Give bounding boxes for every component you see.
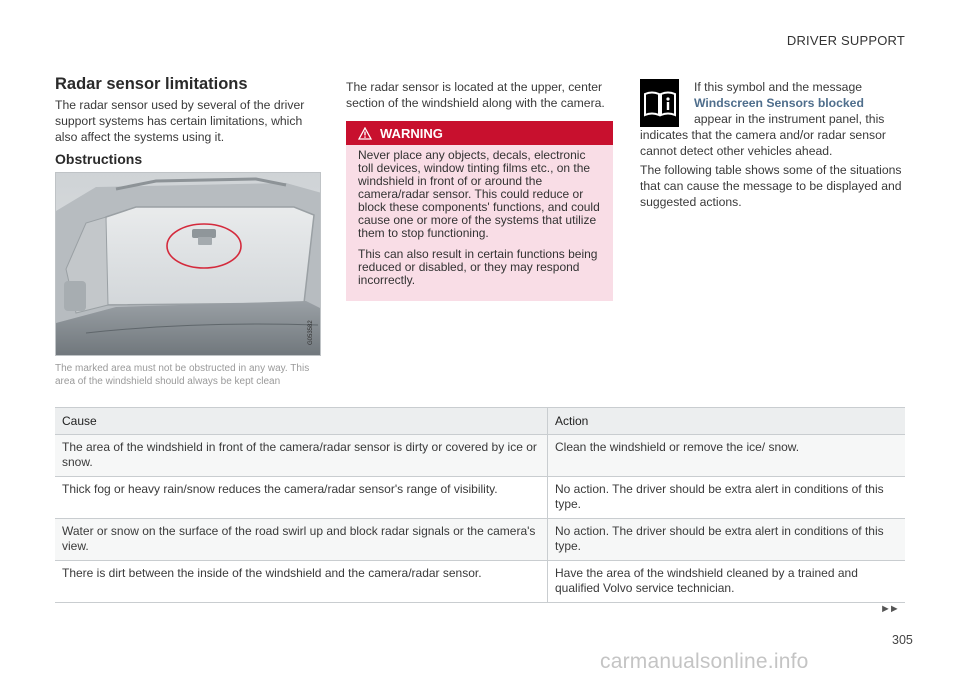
photo-caption: The marked area must not be obstructed in any way. This area of the windshield should always be kept clean	[55, 363, 310, 387]
table-row	[55, 561, 905, 603]
header-cause: Cause	[55, 408, 548, 435]
table-intro-paragraph: The following table shows some of the situations that can cause the message to be displayed and suggested actions.	[640, 163, 902, 209]
warning-box	[346, 121, 613, 301]
cause-cell: There is dirt between the inside of the windshield and the camera/radar sensor.	[55, 561, 548, 603]
action-cell: Have the area of the windshield cleaned by a trained and qualified Volvo service technician.	[548, 561, 906, 603]
watermark: carmanualsonline.info	[600, 650, 809, 673]
cause-cell: The area of the windshield in front of the camera/radar sensor is dirty or covered by ice or snow.	[55, 435, 548, 477]
table-row	[55, 519, 905, 561]
action-cell: Clean the windshield or remove the ice/ snow.	[548, 435, 906, 477]
action-cell: No action. The driver should be extra alert in conditions of this type.	[548, 477, 906, 519]
table-row	[55, 435, 905, 477]
location-paragraph: The radar sensor is located at the upper, center section of the windshield along with the camera.	[346, 80, 605, 110]
page-title: Radar sensor limitations	[55, 75, 248, 93]
page-number: 305	[892, 633, 913, 647]
image-code: G053582	[308, 320, 314, 345]
cause-cell: Thick fog or heavy rain/snow reduces the camera/radar sensor's range of visibility.	[55, 477, 548, 519]
action-cell: No action. The driver should be extra alert in conditions of this type.	[548, 519, 906, 561]
header-action: Action	[548, 408, 906, 435]
table-header-row	[55, 408, 905, 435]
section-header: DRIVER SUPPORT	[786, 33, 905, 48]
table-row	[55, 477, 905, 519]
continued-arrows-icon: ►►	[880, 603, 898, 615]
warning-header	[346, 121, 613, 145]
subheading-obstructions: Obstructions	[55, 151, 143, 167]
cause-cell: Water or snow on the surface of the road swirl up and block radar signals or the camera's view.	[55, 519, 548, 561]
cause-action-table	[55, 407, 905, 603]
intro-paragraph: The radar sensor used by several of the driver support systems has certain limitations, which also affect the systems using it.	[55, 98, 305, 144]
symbol-text-before: If this symbol and the message	[694, 80, 863, 94]
windshield-photo	[55, 172, 321, 356]
warning-title: WARNING	[380, 125, 443, 141]
warning-triangle-icon	[358, 127, 372, 140]
symbol-text-after: appear in the instrument panel, this indicates that the camera and/or radar sensor cannot detect other vehicles ahead.	[640, 112, 886, 158]
warning-paragraph-1: Never place any objects, decals, electronic toll devices, window tinting films etc., on the windshield in front of or around the camera/radar sensor. This could reduce or block these components' functions, and could cause one or more of the systems that utilize them to stop functioning.	[358, 148, 600, 240]
warning-paragraph-2: This can also result in certain functions being reduced or disabled, or they may respond incorrectly.	[358, 247, 598, 287]
message-windscreen-sensors-blocked: Windscreen Sensors blocked	[694, 96, 864, 110]
windshield-illustration	[56, 173, 321, 356]
